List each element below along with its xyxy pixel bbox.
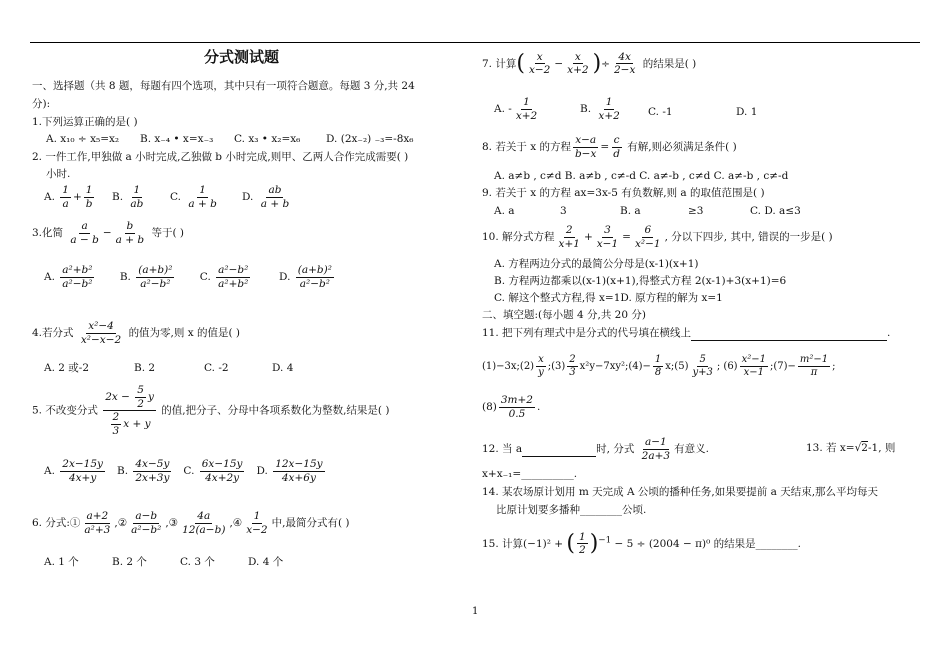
question-7: 7. 计算( $\frac{x}{x-2}$ − $\frac{x}{x+2}$ )÷ $\frac{4x}{2-x}$ 的结果是( ) bbox=[482, 50, 697, 77]
q4-option-a: A. 2 或-2 bbox=[44, 362, 90, 374]
question-13: 13. 若 x=√2-1, 则 bbox=[806, 442, 896, 454]
q6-option-d: D. 4 个 bbox=[248, 556, 284, 568]
page-number: 1 bbox=[472, 606, 479, 617]
q11-item-8: (8) $\frac{3m+2}{0.5}$ . bbox=[482, 394, 541, 420]
q2-option-c: C. $\frac{1}{a + b}$ bbox=[170, 184, 217, 210]
q1-option-d: D. (2x₋₂) ₋₃=-8x₆ bbox=[326, 133, 414, 145]
q1-option-c: C. x₃ • x₂=x₆ bbox=[234, 133, 301, 145]
question-6: 6. 分式:① $\frac{a+2}{\text{a²+3}}$ ,② $\frac{a-b}{\text{a²−b²}}$ ,③ $\frac{4a}{12(a-b)}$ ,④ $\frac{1}{x-2}$ 中,最简分式有( ) bbox=[32, 510, 350, 536]
question-9: 9. 若关于 x 的方程 ax=3x-5 有负数解,则 a 的取值范围是( ) bbox=[482, 187, 765, 199]
q2-option-a: A. $\frac{1}{a}$ + $\frac{1}{b}$ bbox=[44, 184, 93, 210]
q6-option-b: B. 2 个 bbox=[112, 556, 147, 568]
question-11: 11. 把下列有理式中是分式的代号填在横线上 . bbox=[482, 327, 890, 341]
q5-options: A. $\frac{2x-15y}{4x+y}$ B. $\frac{4x-5y}{2x+3y}$ C. $\frac{6x-15y}{4x+2y}$ D. $\frac{12x-15y}{4x+6y}$ bbox=[44, 458, 323, 484]
question-5: 5. 不改变分式 2x − $\frac{5}{2}$ y $\frac{2}{3}$ x + y 的值,把分子、分母中各项系数化为整数,结果是( ) bbox=[32, 384, 390, 437]
q8-options: A. a≠b , c≠d B. a≠b , c≠-d C. a≠-b , c≠d C. a≠-b , c≠-d bbox=[494, 170, 789, 182]
top-rule bbox=[30, 42, 920, 43]
q11-items: (1)−3x;(2) $\frac{x}{y}$ ;(3) $\frac{2}{3}$ x²y−7xy²;(4)− $\frac{1}{8}$ x;(5) $\frac{5}{y+3}$ ; (6) $\frac{\text{x²−1}}{x-1}$ ;(7)− $\frac{\text{m²−1}}{\pi}$ ; bbox=[482, 354, 836, 378]
q4-option-b: B. 2 bbox=[134, 362, 156, 374]
question-14-cont: 比原计划要多播种________公顷. bbox=[496, 504, 647, 516]
question-3: 3.化简 $\frac{a}{a - b}$ − $\frac{b}{a + b}$ 等于( ) bbox=[32, 220, 184, 246]
q10-option-cd: C. 解这个整式方程,得 x=1D. 原方程的解为 x=1 bbox=[494, 292, 723, 304]
question-14: 14. 某农场原计划用 m 天完成 A 公顷的播种任务,如果要提前 a 天结束,那么平均每天 bbox=[482, 486, 879, 498]
q2-option-d: D. $\frac{ab}{a + b}$ bbox=[242, 184, 290, 210]
question-15: 15. 计算(−1)² + ( $\frac{1}{2}$ )$^{-1}$ − 5 ÷ (2004 − π)⁰ 的结果是________. bbox=[482, 530, 801, 557]
q9-option-b: B. a bbox=[620, 205, 641, 217]
q7-option-a: A. - $\frac{1}{x+2}$ bbox=[494, 96, 538, 122]
question-4: 4.若分式 $\frac{\text{x²−4}}{\text{x²−x−2}}$ 的值为零,则 x 的值是( ) bbox=[32, 320, 241, 346]
q10-option-b: B. 方程两边都乘以(x-1)(x+1),得整式方程 2(x-1)+3(x+1)=6 bbox=[494, 275, 787, 287]
q4-option-d: D. 4 bbox=[272, 362, 294, 374]
q6-option-a: A. 1 个 bbox=[44, 556, 79, 568]
q6-option-c: C. 3 个 bbox=[180, 556, 215, 568]
question-2-cont: 小时. bbox=[46, 168, 71, 180]
q7-option-d: D. 1 bbox=[736, 106, 758, 118]
q2-option-b: B. $\frac{1}{ab}$ bbox=[112, 184, 144, 210]
q9-option-b-value: ≥3 bbox=[688, 205, 704, 217]
q9-option-cd: C. D. a≤3 bbox=[750, 205, 801, 217]
question-1: 1.下列运算正确的是( ) bbox=[32, 116, 138, 128]
question-12: 12. 当 a 时, 分式 $\frac{a-1}{2a+3}$ 有意义. bbox=[482, 436, 709, 462]
question-13-cont: x+x₋₁=__________. bbox=[482, 468, 578, 480]
question-10: 10. 解分式方程 $\frac{2}{x+1}$ + $\frac{3}{x-1}$ = $\frac{6}{\text{x²−1}}$ , 分以下四步, 其中, 错误的一步是( ) bbox=[482, 224, 833, 250]
question-2: 2. 一件工作,甲独做 a 小时完成,乙独做 b 小时完成,则甲、乙两人合作完成需要( ) bbox=[32, 151, 409, 163]
q4-option-c: C. -2 bbox=[204, 362, 229, 374]
page-title: 分式测试题 bbox=[204, 48, 280, 66]
question-8: 8. 若关于 x 的方程 $\frac{x-a}{b-x}$ = $\frac{c}{d}$ 有解,则必须满足条件( ) bbox=[482, 134, 737, 160]
q9-option-a-value: 3 bbox=[560, 205, 567, 217]
q7-option-b: B. $\frac{1}{x+2}$ bbox=[580, 96, 620, 122]
q1-option-a: A. x₁₀ ÷ x₅=x₂ bbox=[46, 133, 120, 145]
q3-options: A. $\frac{\text{a²+b²}}{\text{a²−b²}}$ B. $\frac{\text{(a+b)²}}{\text{a²−b²}}$ C. $\frac{\text{a²−b²}}{\text{a²+b²}}$ D. $\frac{\text{(a+b)²}}{\text{a²−b²}}$ bbox=[44, 264, 332, 290]
section-1-heading: 一、选择题（共 8 题，每题有四个选项，其中只有一项符合题意。每题 3 分,共 24 bbox=[32, 80, 415, 92]
q9-option-a: A. a bbox=[494, 205, 515, 217]
q10-option-a: A. 方程两边分式的最简公分母是(x-1)(x+1) bbox=[494, 258, 699, 270]
q7-option-c: C. -1 bbox=[648, 106, 673, 118]
section-1-heading-cont: 分): bbox=[32, 98, 51, 110]
section-2-heading: 二、填空题:(每小题 4 分,共 20 分) bbox=[482, 309, 646, 321]
q1-option-b: B. x₋₄ • x=x₋₃ bbox=[140, 133, 214, 145]
